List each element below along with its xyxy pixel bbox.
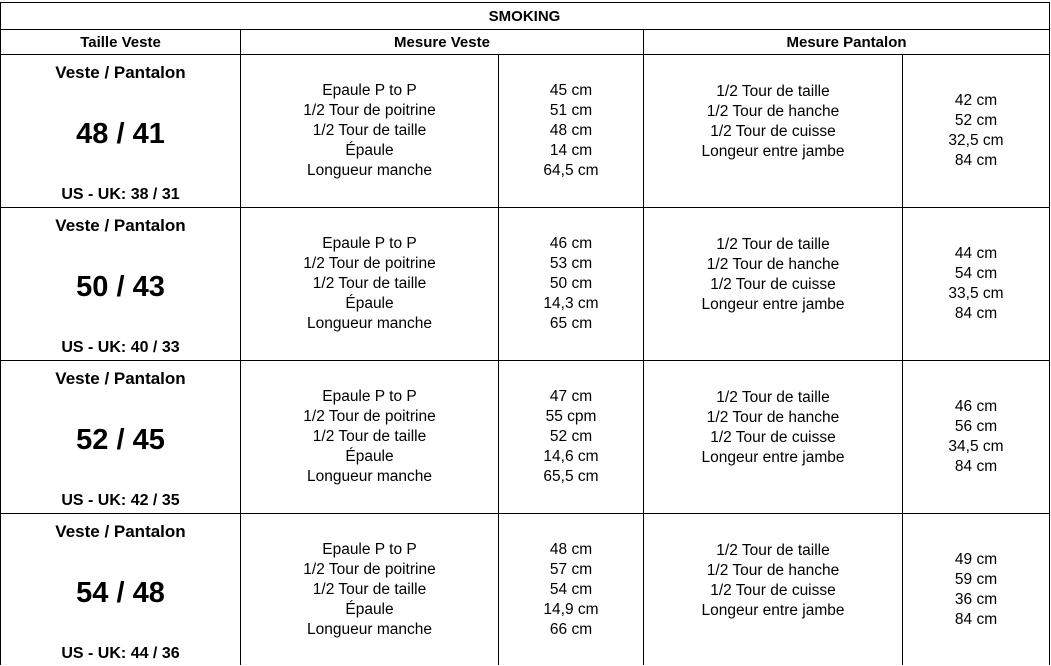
- size-value: 52 / 45: [76, 424, 165, 456]
- measure-value: 49 cm: [954, 551, 998, 568]
- header-jacket: Mesure Veste: [394, 33, 490, 51]
- measure-value: 84 cm: [954, 305, 998, 322]
- measure-name: Longeur entre jambe: [701, 296, 845, 313]
- size-label: Veste / Pantalon: [55, 216, 186, 235]
- measure-value: 32,5 cm: [948, 132, 1004, 149]
- measure-value: 53 cm: [549, 255, 593, 272]
- measure-name: 1/2 Tour de hanche: [706, 256, 840, 273]
- measure-value: 36 cm: [954, 591, 998, 608]
- measure-value: 47 cm: [549, 388, 593, 405]
- measure-value: 50 cm: [549, 275, 593, 292]
- us-uk-size: US - UK: 42 / 35: [61, 492, 180, 509]
- measure-name: Longueur manche: [307, 468, 432, 485]
- trouser-measure-names: [644, 361, 902, 513]
- measure-name: 1/2 Tour de poitrine: [303, 102, 436, 119]
- jacket-measure-values: [499, 361, 643, 513]
- size-label: Veste / Pantalon: [55, 369, 186, 388]
- measure-value: 14,3 cm: [543, 295, 599, 312]
- jacket-measure-values: [499, 514, 643, 666]
- measure-name: 1/2 Tour de taille: [312, 275, 427, 292]
- measure-value: 48 cm: [549, 541, 593, 558]
- trouser-measure-names: [644, 55, 902, 207]
- us-uk-size: US - UK: 38 / 31: [61, 186, 180, 203]
- measure-value: 46 cm: [954, 398, 998, 415]
- measure-value: 65,5 cm: [543, 468, 599, 485]
- measure-name: Longeur entre jambe: [701, 143, 845, 160]
- measure-name: 1/2 Tour de hanche: [706, 409, 840, 426]
- size-value: 50 / 43: [76, 271, 165, 303]
- measure-name: 1/2 Tour de poitrine: [303, 255, 436, 272]
- measure-name: Epaule P to P: [322, 541, 417, 558]
- measure-name: Épaule: [345, 448, 394, 465]
- size-cell: [1, 514, 240, 666]
- us-uk-size: US - UK: 44 / 36: [61, 645, 180, 662]
- header-trousers: Mesure Pantalon: [786, 33, 907, 51]
- measure-value: 56 cm: [954, 418, 998, 435]
- measure-value: 46 cm: [549, 235, 593, 252]
- measure-name: 1/2 Tour de cuisse: [710, 582, 836, 599]
- measure-value: 44 cm: [954, 245, 998, 262]
- measure-name: Epaule P to P: [322, 82, 417, 99]
- measure-value: 84 cm: [954, 611, 998, 628]
- measure-name: 1/2 Tour de taille: [716, 83, 830, 100]
- measure-value: 48 cm: [549, 122, 593, 139]
- measure-name: 1/2 Tour de taille: [312, 122, 427, 139]
- measure-name: 1/2 Tour de taille: [716, 389, 830, 406]
- measure-value: 55 cpm: [545, 408, 597, 425]
- trouser-measure-names: [644, 514, 902, 666]
- measure-name: Longeur entre jambe: [701, 449, 845, 466]
- measure-name: Epaule P to P: [322, 388, 417, 405]
- jacket-measure-names: [241, 55, 498, 207]
- measure-name: Longueur manche: [307, 621, 432, 638]
- measure-name: 1/2 Tour de cuisse: [710, 429, 836, 446]
- measure-name: 1/2 Tour de taille: [312, 581, 427, 598]
- jacket-measure-values: [499, 208, 643, 360]
- measure-name: 1/2 Tour de hanche: [706, 103, 840, 120]
- measure-name: Longueur manche: [307, 162, 432, 179]
- measure-value: 52 cm: [549, 428, 593, 445]
- measure-value: 84 cm: [954, 152, 998, 169]
- measure-value: 66 cm: [549, 621, 593, 638]
- table-title: SMOKING: [488, 7, 561, 25]
- trouser-measure-values: [903, 55, 1049, 207]
- measure-name: 1/2 Tour de taille: [716, 542, 830, 559]
- measure-value: 52 cm: [954, 112, 998, 129]
- size-cell: [1, 361, 240, 513]
- jacket-measure-values: [499, 55, 643, 207]
- measure-name: 1/2 Tour de taille: [716, 236, 830, 253]
- measure-value: 59 cm: [954, 571, 998, 588]
- measure-name: Longeur entre jambe: [701, 602, 845, 619]
- jacket-measure-names: [241, 514, 498, 666]
- measure-value: 34,5 cm: [948, 438, 1004, 455]
- size-cell: [1, 208, 240, 360]
- trouser-measure-values: [903, 514, 1049, 666]
- measure-name: Épaule: [345, 142, 394, 159]
- header-divider: [0, 29, 1050, 30]
- measure-value: 33,5 cm: [948, 285, 1004, 302]
- measure-value: 42 cm: [954, 92, 998, 109]
- trouser-measure-values: [903, 208, 1049, 360]
- measure-value: 57 cm: [549, 561, 593, 578]
- measure-value: 45 cm: [549, 82, 593, 99]
- size-value: 48 / 41: [76, 118, 165, 150]
- measure-name: Longueur manche: [307, 315, 432, 332]
- trouser-measure-names: [644, 208, 902, 360]
- jacket-measure-names: [241, 361, 498, 513]
- jacket-measure-names: [241, 208, 498, 360]
- measure-value: 54 cm: [954, 265, 998, 282]
- measure-name: 1/2 Tour de hanche: [706, 562, 840, 579]
- us-uk-size: US - UK: 40 / 33: [61, 339, 180, 356]
- table-border-right: [1049, 2, 1050, 665]
- measure-name: Epaule P to P: [322, 235, 417, 252]
- measure-value: 14,9 cm: [543, 601, 599, 618]
- measure-name: Épaule: [345, 601, 394, 618]
- measure-name: 1/2 Tour de taille: [312, 428, 427, 445]
- measure-name: Épaule: [345, 295, 394, 312]
- measure-value: 84 cm: [954, 458, 998, 475]
- measure-value: 54 cm: [549, 581, 593, 598]
- measure-value: 51 cm: [549, 102, 593, 119]
- size-cell: [1, 55, 240, 207]
- header-size: Taille Veste: [80, 33, 161, 51]
- size-label: Veste / Pantalon: [55, 63, 186, 82]
- table-border-top: [0, 2, 1050, 3]
- size-label: Veste / Pantalon: [55, 522, 186, 541]
- measure-value: 14,6 cm: [543, 448, 599, 465]
- size-value: 54 / 48: [76, 577, 165, 609]
- measure-name: 1/2 Tour de poitrine: [303, 561, 436, 578]
- trouser-measure-values: [903, 361, 1049, 513]
- measure-value: 64,5 cm: [543, 162, 599, 179]
- measure-name: 1/2 Tour de poitrine: [303, 408, 436, 425]
- measure-value: 14 cm: [549, 142, 593, 159]
- measure-value: 65 cm: [549, 315, 593, 332]
- measure-name: 1/2 Tour de cuisse: [710, 123, 836, 140]
- measure-name: 1/2 Tour de cuisse: [710, 276, 836, 293]
